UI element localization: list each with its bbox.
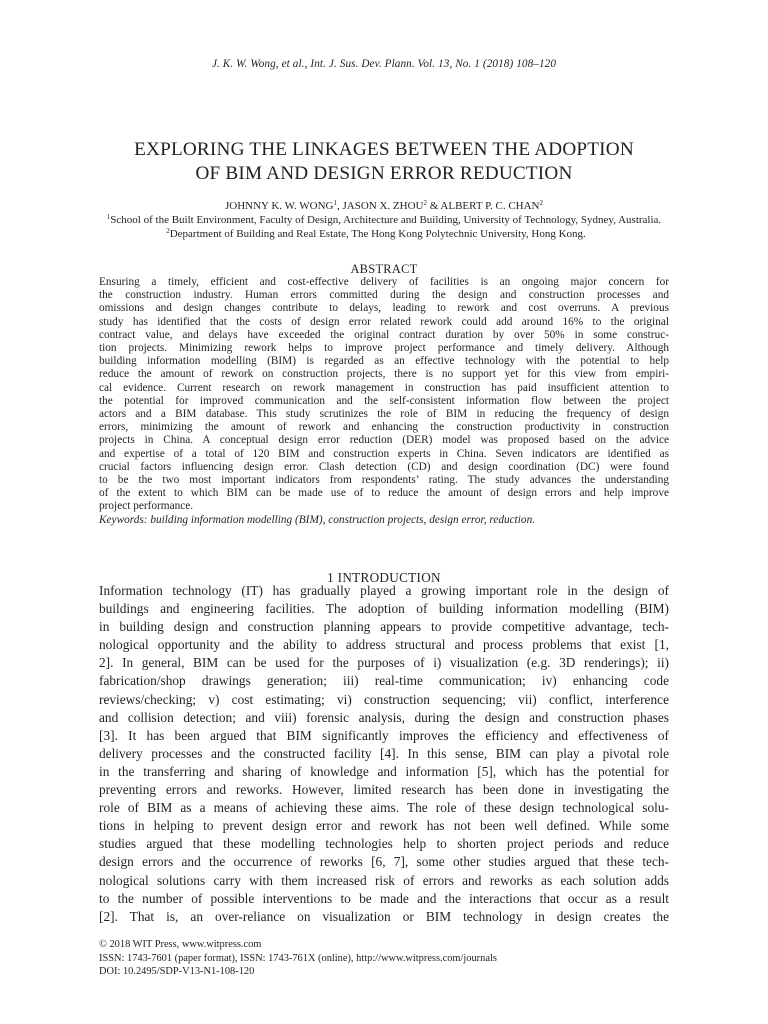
body-line: buildings and engineering facilities. The adoption of building information modelling (BIM) — [99, 601, 669, 617]
affiliation-marker: 1 — [106, 213, 111, 221]
paper-title-line: EXPLORING THE LINKAGES BETWEEN THE ADOPTION — [134, 139, 634, 160]
page-footer — [99, 938, 497, 979]
abstract-line: omissions and design changes contribute to delays, leading to rework and cost overruns. A previous — [99, 302, 669, 315]
author-name: JASON X. ZHOU — [342, 200, 424, 212]
body-line: in the transferring and sharing of knowledge and information [5], which has the potential for — [99, 763, 669, 779]
body-line: delivery processes and the constructed facility [4]. In this sense, BIM can play a pivotal role — [99, 745, 669, 761]
abstract-line: tion projects. Minimizing rework helps to improve project performance and timely delivery. Although — [99, 342, 669, 355]
affiliation-text: School of the Built Environment, Faculty of Design, Architecture and Building, University of Technology, Sydney, Australia. — [110, 214, 662, 226]
body-line: role of BIM as a means of achieving these aims. The role of these design technological solu- — [99, 800, 669, 816]
doi-line: DOI: 10.2495/SDP-V13-N1-108-120 — [99, 966, 255, 977]
abstract-line: crucial factors influencing design error. Clash detection (CD) and design coordination (DC) were found — [99, 460, 669, 473]
body-line: design errors and the occurrence of reworks [6, 7], some other studies argued that these tech- — [99, 854, 669, 870]
abstract-line: to be the two most important indicators from respondents’ rating. The study advances the understanding — [99, 474, 669, 487]
body-line: reviews/checking; v) cost estimating; vi) construction sequencing; vii) conflict, interference — [99, 691, 669, 707]
abstract-line: actors and a BIM database. This study scrutinizes the role of BIM in reducing the frequency of design — [99, 408, 669, 421]
body-line: to the number of possible interventions to be made and the interactions that occur as a result — [99, 890, 669, 906]
body-line: in building design and construction planning appears to provide competitive advantage, tech- — [99, 619, 669, 635]
body-line: [2]. That is, an over-reliance on visualization or BIM technology in design creates the — [99, 908, 669, 924]
paper-title-line: OF BIM AND DESIGN ERROR REDUCTION — [195, 163, 573, 184]
body-line: nological solutions carry with them increased risk of errors and reworks as each solution adds — [99, 872, 669, 888]
author-separator: & — [426, 200, 441, 212]
affiliation-marker: 2 — [423, 199, 427, 207]
abstract-line: contract value, and delays have exceeded the original contract duration by over 50% in some construc- — [99, 328, 669, 341]
abstract-body — [99, 276, 669, 527]
abstract-heading: ABSTRACT — [350, 262, 418, 276]
introduction-body — [99, 582, 669, 926]
body-line: fabrication/shop drawings generation; iii) real-time communication; iv) enhancing code — [99, 673, 669, 689]
body-line: [3]. It has been argued that BIM significantly improves the efficiency and effectiveness of — [99, 727, 669, 743]
body-line: and collision detection; and viii) forensic analysis, during the design and construction phases — [99, 709, 669, 725]
running-header: J. K. W. Wong, et al., Int. J. Sus. Dev. Plann. Vol. 13, No. 1 (2018) 108–120 — [211, 58, 557, 70]
body-line: studies argued that these modelling technologies help to shorten project periods and reduce — [99, 836, 669, 852]
author-list — [0, 200, 768, 212]
body-line: tions in helping to prevent design error and rework has not been well defined. While some — [99, 818, 669, 834]
abstract-line: building information modelling (BIM) is regarded as an effective technology with the potential to help — [99, 355, 669, 368]
copyright-notice: © 2018 WIT Press, www.witpress.com — [99, 939, 262, 950]
abstract-line: the construction industry. Human errors committed during the design and construction processes and — [99, 289, 669, 302]
author-separator: , — [336, 200, 343, 212]
author-name: JOHNNY K. W. WONG — [225, 200, 334, 212]
affiliation-marker: 2 — [166, 227, 170, 235]
abstract-line: cal evidence. Current research on rework management in construction has paid insufficient attention to — [99, 381, 669, 394]
abstract-line: and expertise of a total of 120 BIM and construction experts in China. Seven indicators are identified as — [99, 447, 669, 460]
author-name: ALBERT P. C. CHAN — [440, 200, 540, 212]
affiliation — [0, 228, 768, 240]
body-line: Information technology (IT) has gradually played a growing important role in the design of — [99, 583, 669, 598]
paper-title — [60, 138, 708, 186]
affiliation-marker: 2 — [539, 199, 543, 207]
abstract-line: study has identified that the costs of design error related rework could add around 16% to the original — [99, 315, 669, 328]
affiliation-text: Department of Building and Real Estate, The Hong Kong Polytechnic University, Hong Kong. — [169, 228, 586, 240]
abstract-line: project performance. — [99, 500, 194, 513]
body-line: 2]. In general, BIM can be used for the purposes of i) visualization (e.g. 3D renderings); ii) — [99, 655, 669, 671]
keywords: Keywords: building information modelling (BIM), construction projects, design error, reduction. — [99, 513, 536, 526]
affiliation — [0, 214, 768, 226]
body-line: preventing errors and reworks. However, limited research has been done in investigating the — [99, 782, 669, 798]
abstract-line: Ensuring a timely, efficient and cost-effective delivery of facilities is an ongoing major concern for — [99, 276, 669, 288]
affiliation-marker: 1 — [333, 199, 337, 207]
abstract-line: of the extent to which BIM can be made use of to reduce the amount of design errors and help improve — [99, 487, 669, 500]
abstract-line: reduce the amount of rework on construction projects, there is no support yet for this view from empiri- — [99, 368, 669, 381]
abstract-line: projects in China. A conceptual design error reduction (DER) model was proposed based on the advice — [99, 434, 669, 447]
section-heading: 1 INTRODUCTION — [327, 570, 441, 585]
abstract-line: the potential for improved communication and the self-consistent information flow between the project — [99, 394, 669, 407]
body-line: nological opportunity and the ability to address structural and process problems that exist [1, — [99, 637, 669, 653]
issn-line: ISSN: 1743-7601 (paper format), ISSN: 1743-761X (online), http://www.witpress.com/journals — [99, 952, 497, 964]
abstract-line: errors, minimizing the amount of rework and enhancing the construction productivity in construction — [99, 421, 669, 434]
